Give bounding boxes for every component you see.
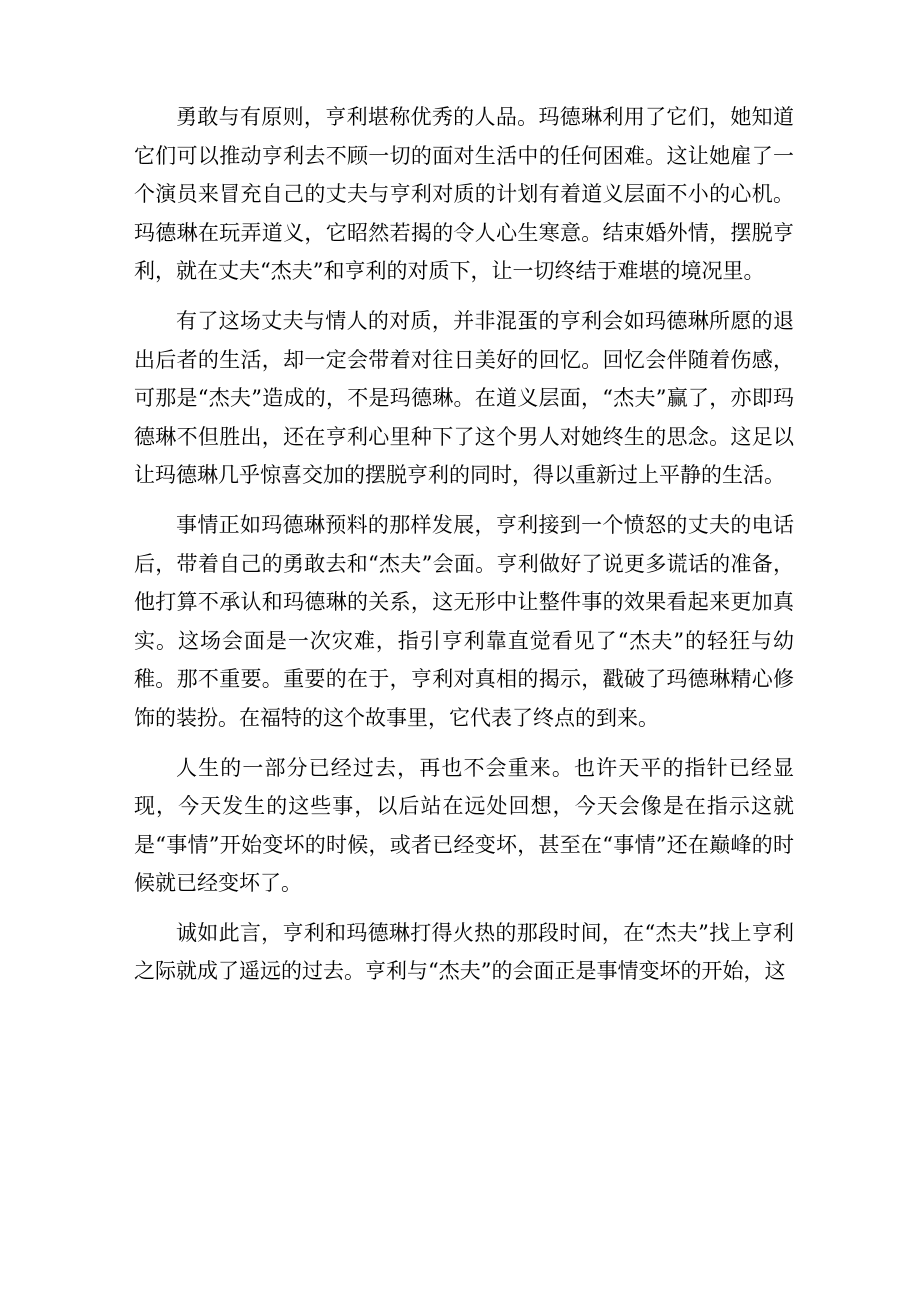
paragraph-4: 人生的一部分已经过去，再也不会重来。也许天平的指针已经显现，今天发生的这些事，以后站在远处回想，今天会像是在指示这就是“事情”开始变坏的时候，或者已经变坏，甚至在“事情”还在巅峰的时候就已经变坏了。 xyxy=(134,755,794,896)
body-text xyxy=(134,98,794,1002)
paragraph-3: 事情正如玛德琳预料的那样发展，亨利接到一个愤怒的丈夫的电话后，带着自己的勇敢去和“杰夫”会面。亨利做好了说更多谎话的准备，他打算不承认和玛德琳的关系，这无形中让整件事的效果看起来更加真实。这场会面是一次灾难，指引亨利靠直觉看见了“杰夫”的轻狂与幼稚。那不重要。重要的在于，亨利对真相的揭示，戳破了玛德琳精心修饰的装扮。在福特的这个故事里，它代表了终点的到来。 xyxy=(134,512,794,730)
paragraph-2: 有了这场丈夫与情人的对质，并非混蛋的亨利会如玛德琳所愿的退出后者的生活，却一定会带着对往日美好的回忆。回忆会伴随着伤感，可那是“杰夫”造成的，不是玛德琳。在道义层面，“杰夫”赢了，亦即玛德琳不但胜出，还在亨利心里种下了这个男人对她终生的思念。这足以让玛德琳几乎惊喜交加的摆脱亨利的同时，得以重新过上平静的生活。 xyxy=(134,308,794,488)
paragraph-1: 勇敢与有原则，亨利堪称优秀的人品。玛德琳利用了它们，她知道它们可以推动亨利去不顾一切的面对生活中的任何困难。这让她雇了一个演员来冒充自己的丈夫与亨利对质的计划有着道义层面不小的心机。玛德琳在玩弄道义，它昭然若揭的令人心生寒意。结束婚外情，摆脱亨利，就在丈夫“杰夫”和亨利的对质下，让一切终结于难堪的境况里。 xyxy=(134,105,794,284)
paragraph-5: 诚如此言，亨利和玛德琳打得火热的那段时间，在“杰夫”找上亨利之际就成了遥远的过去。亨利与“杰夫”的会面正是事情变坏的开始，这 xyxy=(134,920,794,984)
